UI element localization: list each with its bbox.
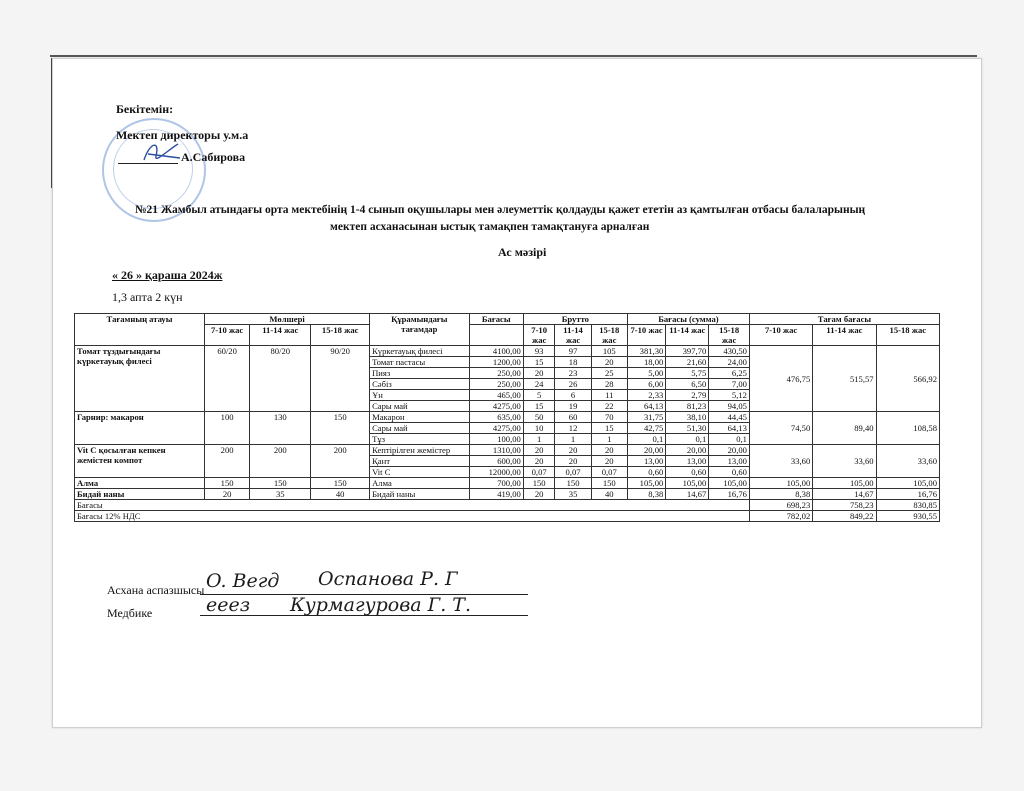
gross-value: 20 [523, 368, 555, 379]
gross-value: 60 [555, 412, 591, 423]
ingredient-price: 600,00 [469, 456, 523, 467]
ingredient-name: Тұз [370, 434, 469, 445]
total-value: 849,22 [813, 511, 876, 522]
dish-price: 566,92 [876, 346, 939, 412]
gross-value: 10 [523, 423, 555, 434]
dish-amount: 20 [205, 489, 250, 500]
cook-handwritten-name: Оспанова Р. Г [318, 568, 458, 590]
sum-value: 64,13 [627, 401, 665, 412]
gross-value: 1 [523, 434, 555, 445]
dish-name: Гарнир: макарон [75, 412, 205, 445]
total-value: 782,02 [749, 511, 812, 522]
ingredient-price: 4100,00 [469, 346, 523, 357]
total-vat-row [75, 511, 940, 522]
table-row [75, 489, 940, 500]
gross-value: 20 [591, 357, 627, 368]
dish-price: 33,60 [749, 445, 812, 478]
ingredient-price: 700,00 [469, 478, 523, 489]
sum-value: 0,60 [666, 467, 709, 478]
total-row [75, 500, 940, 511]
gross-value: 105 [591, 346, 627, 357]
gross-value: 11 [591, 390, 627, 401]
ingredient-price: 4275,00 [469, 423, 523, 434]
ingredient-name: Бидай наны [370, 489, 469, 500]
sum-value: 13,00 [709, 456, 750, 467]
ingredient-name: Кептірілген жемістер [370, 445, 469, 456]
ingredient-price: 465,00 [469, 390, 523, 401]
sum-value: 0,60 [709, 467, 750, 478]
sum-value: 44,45 [709, 412, 750, 423]
gross-value: 97 [555, 346, 591, 357]
dish-name: Алма [75, 478, 205, 489]
th-sum-age1: 7-10 жас [627, 325, 665, 346]
dish-price: 108,58 [876, 412, 939, 445]
director-name: А.Сабирова [181, 150, 246, 164]
sum-value: 94,05 [709, 401, 750, 412]
th-sum-age3: 15-18 жас [709, 325, 750, 346]
total-value: 830,85 [876, 500, 939, 511]
th-gross-age1: 7-10 жас [523, 325, 555, 346]
dish-price: 105,00 [813, 478, 876, 489]
sum-value: 430,50 [709, 346, 750, 357]
sum-value: 0,60 [627, 467, 665, 478]
sum-value: 13,00 [627, 456, 665, 467]
gross-value: 12 [555, 423, 591, 434]
dish-price: 89,40 [813, 412, 876, 445]
total-label: Бағасы 12% НДС [75, 511, 750, 522]
sum-value: 5,12 [709, 390, 750, 401]
dish-price: 105,00 [749, 478, 812, 489]
sum-value: 13,00 [666, 456, 709, 467]
gross-value: 20 [591, 456, 627, 467]
ingredient-price: 12000,00 [469, 467, 523, 478]
sum-value: 2,79 [666, 390, 709, 401]
dish-price: 33,60 [876, 445, 939, 478]
gross-value: 1 [555, 434, 591, 445]
approve-label: Бекітемін: [116, 102, 174, 116]
gross-value: 50 [523, 412, 555, 423]
th-ingredients: Құрамындағы тағамдар [370, 314, 469, 346]
gross-value: 15 [523, 357, 555, 368]
gross-value: 35 [555, 489, 591, 500]
th-dish-price: Тағам бағасы [749, 314, 939, 325]
sum-value: 7,00 [709, 379, 750, 390]
cook-label: Асхана аспазшысы [107, 583, 205, 597]
ingredient-name: Пияз [370, 368, 469, 379]
gross-value: 25 [591, 368, 627, 379]
gross-value: 40 [591, 489, 627, 500]
gross-value: 20 [591, 445, 627, 456]
th-amount-age2: 11-14 жас [250, 325, 311, 346]
ingredient-name: Vit C [370, 467, 469, 478]
ingredient-name: Алма [370, 478, 469, 489]
gross-value: 93 [523, 346, 555, 357]
document-title-line1: №21 Жамбыл атындағы орта мектебінің 1-4 сынып оқушылары мен әлеуметтік қолдауды қажет ететін аз қамтылған отбасы балаларының [135, 204, 866, 216]
ingredient-name: Томат пастасы [370, 357, 469, 368]
dish-amount: 150 [205, 478, 250, 489]
total-value: 758,23 [813, 500, 876, 511]
dish-price: 74,50 [749, 412, 812, 445]
gross-value: 0,07 [523, 467, 555, 478]
director-signature [138, 136, 186, 168]
sum-value: 16,76 [709, 489, 750, 500]
sum-value: 6,50 [666, 379, 709, 390]
dish-name: Бидай наны [75, 489, 205, 500]
sum-value: 21,60 [666, 357, 709, 368]
ingredient-name: Сары май [370, 423, 469, 434]
sum-value: 5,75 [666, 368, 709, 379]
sum-value: 6,25 [709, 368, 750, 379]
ingredient-price: 419,00 [469, 489, 523, 500]
ingredient-name: Сары май [370, 401, 469, 412]
gross-value: 5 [523, 390, 555, 401]
sum-value: 24,00 [709, 357, 750, 368]
sum-value: 51,30 [666, 423, 709, 434]
gross-value: 150 [523, 478, 555, 489]
dish-name: Томат тұздығындағы күркетауық филесі [75, 346, 205, 412]
dish-amount: 40 [311, 489, 370, 500]
th-amount: Мөлшері [205, 314, 370, 325]
sum-value: 31,75 [627, 412, 665, 423]
nurse-handwritten-name: Курмагурова Г. Т. [290, 594, 471, 616]
gross-value: 23 [555, 368, 591, 379]
sum-value: 18,00 [627, 357, 665, 368]
gross-value: 0,07 [591, 467, 627, 478]
sum-value: 105,00 [666, 478, 709, 489]
th-price: Бағасы [469, 314, 523, 325]
dish-price: 16,76 [876, 489, 939, 500]
sum-value: 20,00 [666, 445, 709, 456]
nurse-signature: ееез [206, 594, 251, 616]
document-title-line2: мектеп асханасынан ыстық тамақпен тамақтануға арналған [330, 221, 650, 233]
sum-value: 6,00 [627, 379, 665, 390]
dish-price: 105,00 [876, 478, 939, 489]
menu-table-body [75, 346, 940, 522]
dish-amount: 60/20 [205, 346, 250, 412]
th-sum-age2: 11-14 жас [666, 325, 709, 346]
ingredient-price: 1200,00 [469, 357, 523, 368]
total-value: 930,55 [876, 511, 939, 522]
dish-amount: 200 [311, 445, 370, 478]
sum-value: 5,00 [627, 368, 665, 379]
top-edge-line [50, 55, 977, 57]
ingredient-name: Күркетауық филесі [370, 346, 469, 357]
dish-amount: 150 [250, 478, 311, 489]
nurse-label: Медбике [107, 606, 153, 620]
menu-table [74, 313, 940, 522]
dish-name: Vit C қосылған кепкен жемістен компот [75, 445, 205, 478]
dish-amount: 130 [250, 412, 311, 445]
dish-amount: 100 [205, 412, 250, 445]
th-dish-age2: 11-14 жас [813, 325, 876, 346]
sum-value: 0,1 [666, 434, 709, 445]
ingredient-price: 635,00 [469, 412, 523, 423]
ingredient-price: 100,00 [469, 434, 523, 445]
gross-value: 19 [555, 401, 591, 412]
gross-value: 0,07 [555, 467, 591, 478]
director-title: Мектеп директоры у.м.а [116, 128, 249, 142]
gross-value: 20 [523, 489, 555, 500]
gross-value: 1 [591, 434, 627, 445]
table-row [75, 346, 940, 357]
gross-value: 26 [555, 379, 591, 390]
table-row [75, 478, 940, 489]
ingredient-name: Ұн [370, 390, 469, 401]
gross-value: 150 [555, 478, 591, 489]
dish-price: 515,57 [813, 346, 876, 412]
dish-price: 8,38 [749, 489, 812, 500]
th-price-blank [469, 325, 523, 346]
sum-value: 397,70 [666, 346, 709, 357]
dish-price: 476,75 [749, 346, 812, 412]
gross-value: 20 [555, 445, 591, 456]
sum-value: 381,30 [627, 346, 665, 357]
dish-price: 14,67 [813, 489, 876, 500]
th-dish-age3: 15-18 жас [876, 325, 939, 346]
ingredient-name: Қант [370, 456, 469, 467]
gross-value: 15 [523, 401, 555, 412]
ingredient-price: 250,00 [469, 368, 523, 379]
gross-value: 15 [591, 423, 627, 434]
sum-value: 0,1 [627, 434, 665, 445]
sum-value: 38,10 [666, 412, 709, 423]
dish-amount: 200 [205, 445, 250, 478]
th-dish-age1: 7-10 жас [749, 325, 812, 346]
sum-value: 105,00 [709, 478, 750, 489]
gross-value: 6 [555, 390, 591, 401]
menu-date: « 26 » қараша 2024ж [112, 268, 223, 282]
sum-value: 20,00 [627, 445, 665, 456]
dish-amount: 80/20 [250, 346, 311, 412]
gross-value: 24 [523, 379, 555, 390]
ingredient-price: 1310,00 [469, 445, 523, 456]
total-label: Бағасы [75, 500, 750, 511]
th-dish-name: Тағамның атауы [75, 314, 205, 346]
th-price-sum: Бағасы (сумма) [627, 314, 749, 325]
total-value: 698,23 [749, 500, 812, 511]
gross-value: 28 [591, 379, 627, 390]
th-gross-age2: 11-14 жас [555, 325, 591, 346]
dish-amount: 35 [250, 489, 311, 500]
th-gross-age3: 15-18 жас [591, 325, 627, 346]
ingredient-price: 4275,00 [469, 401, 523, 412]
dish-amount: 150 [311, 478, 370, 489]
sum-value: 0,1 [709, 434, 750, 445]
sum-value: 2,33 [627, 390, 665, 401]
table-row [75, 445, 940, 456]
sum-value: 42,75 [627, 423, 665, 434]
sum-value: 64,13 [709, 423, 750, 434]
sum-value: 14,67 [666, 489, 709, 500]
sum-value: 105,00 [627, 478, 665, 489]
gross-value: 20 [555, 456, 591, 467]
gross-value: 70 [591, 412, 627, 423]
ingredient-name: Макарон [370, 412, 469, 423]
gross-value: 150 [591, 478, 627, 489]
gross-value: 20 [523, 445, 555, 456]
cook-signature: O. Вегд [206, 570, 280, 592]
gross-value: 20 [523, 456, 555, 467]
ingredient-price: 250,00 [469, 379, 523, 390]
th-amount-age1: 7-10 жас [205, 325, 250, 346]
dish-price: 33,60 [813, 445, 876, 478]
th-gross: Брутто [523, 314, 627, 325]
week-day: 1,3 апта 2 күн [112, 290, 183, 304]
gross-value: 22 [591, 401, 627, 412]
sum-value: 20,00 [709, 445, 750, 456]
dish-amount: 150 [311, 412, 370, 445]
dish-amount: 90/20 [311, 346, 370, 412]
menu-label: Ас мәзірі [498, 245, 547, 259]
sum-value: 8,38 [627, 489, 665, 500]
ingredient-name: Сәбіз [370, 379, 469, 390]
dish-amount: 200 [250, 445, 311, 478]
th-amount-age3: 15-18 жас [311, 325, 370, 346]
sum-value: 81,23 [666, 401, 709, 412]
table-row [75, 412, 940, 423]
left-edge-line [51, 58, 52, 188]
gross-value: 18 [555, 357, 591, 368]
